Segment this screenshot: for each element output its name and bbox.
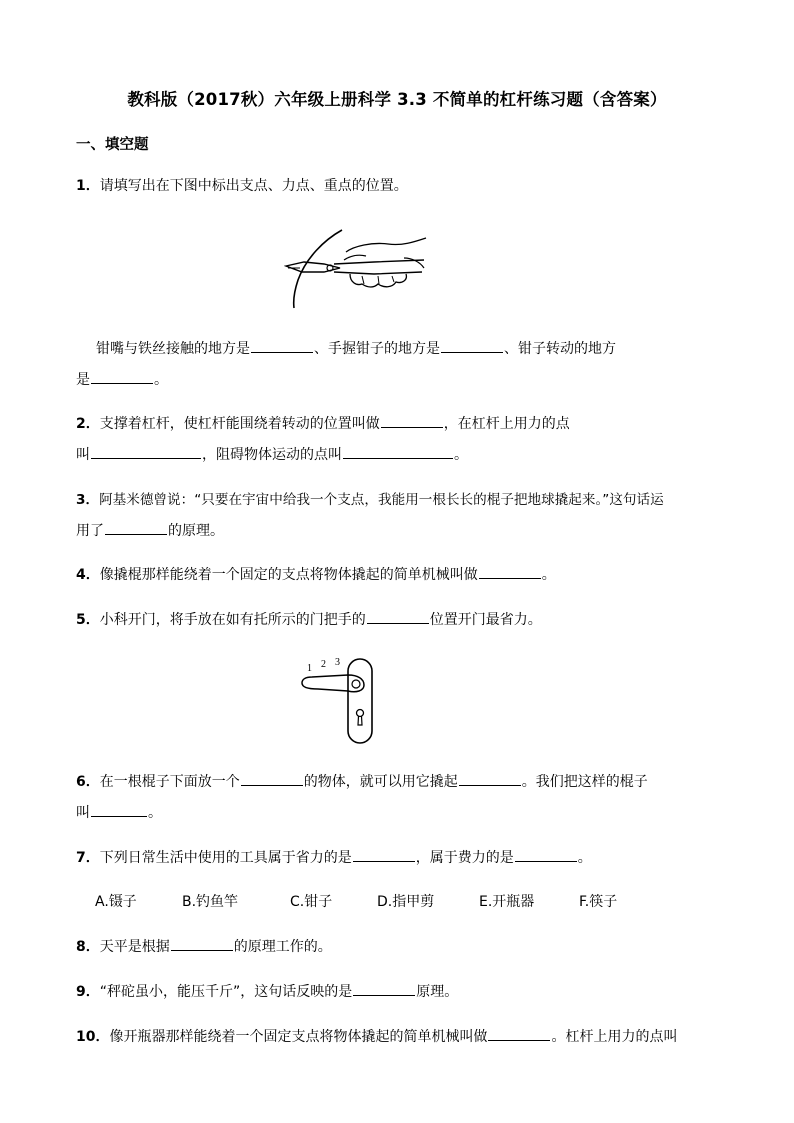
question-8 [76,935,332,956]
text-span: 用了 [76,523,104,539]
answer-blank[interactable] [91,801,147,817]
question-6-line-2 [76,801,162,822]
question-number: 2． [76,416,100,432]
question-2-line-2 [76,443,468,464]
text-span: 天平是根据 [99,939,170,955]
option-c[interactable]: C.钳子 [290,894,333,910]
handle-position-label: 2 [321,659,326,670]
answer-blank[interactable] [171,935,233,951]
question-number: 3． [76,492,100,508]
text-span: ，阻碍物体运动的点叫 [202,447,342,463]
answer-blank[interactable] [441,337,503,353]
answer-blank[interactable] [479,563,541,579]
text-span: 的原理工作的。 [233,939,332,955]
question-7-options [95,891,617,911]
text-span: 。 [454,447,468,463]
question-9 [76,980,458,1001]
question-number: 1． [76,178,100,194]
answer-blank[interactable] [459,770,521,786]
text-span: 叫 [76,805,90,821]
text-span: 阿基米德曾说：“只要在宇宙中给我一个支点，我能用一根长长的棍子把地球撬起来。”这句话运 [99,492,664,508]
text-span: “秤砣虽小，能压千斤”，这句话反映的是 [99,984,353,1000]
question-1 [76,175,408,195]
question-number: 9． [76,984,100,1000]
question-4 [76,563,556,584]
option-b[interactable]: B.钓鱼竿 [182,894,239,910]
text-span: 位置开门最省力。 [429,612,542,628]
question-1-line-3 [76,368,168,389]
text-span: 的原理。 [168,523,224,539]
text-span: ，在杠杆上用力的点 [443,416,570,432]
text-span: 像开瓶器那样能绕着一个固定支点将物体撬起的简单机械叫做 [109,1029,488,1045]
pliers-hand-figure [284,222,432,310]
question-1-line-2 [96,337,616,358]
answer-blank[interactable] [91,368,153,384]
answer-blank[interactable] [343,443,453,459]
answer-blank[interactable] [105,519,167,535]
question-6 [76,770,648,791]
text-span: 。 [541,567,556,583]
handle-position-label: 3 [335,657,340,668]
text-span: 、手握钳子的地方是 [314,341,440,357]
question-number: 5． [76,612,100,628]
answer-blank[interactable] [353,980,415,996]
answer-blank[interactable] [91,443,201,459]
text-span: 。 [154,372,168,388]
answer-blank[interactable] [251,337,313,353]
page-title: 教科版（2017秋）六年级上册科学 3.3 不简单的杠杆练习题（含答案） [127,90,667,109]
section-heading: 一、填空题 [76,137,149,153]
answer-blank[interactable] [353,846,415,862]
answer-blank[interactable] [515,846,577,862]
option-f[interactable]: F.筷子 [579,894,618,910]
text-span: 是 [76,372,90,388]
question-number: 7． [76,850,100,866]
text-span: 。 [577,850,592,866]
question-7 [76,846,592,867]
text-span: 、钳子转动的地方 [504,341,616,357]
handle-position-label: 1 [307,663,312,674]
answer-blank[interactable] [367,608,429,624]
text-span: 。 [148,805,162,821]
question-3-line-2 [76,519,224,540]
text-span: 。杠杆上用力的点叫 [551,1029,678,1045]
door-handle-figure [298,655,378,747]
answer-blank[interactable] [488,1025,550,1041]
question-3 [76,488,664,508]
question-text: 请填写出在下图中标出支点、力点、重点的位置。 [99,178,408,194]
answer-blank[interactable] [381,412,443,428]
text-span: 小科开门，将手放在如有托所示的门把手的 [99,612,366,628]
answer-blank[interactable] [241,770,303,786]
text-span: 支撑着杠杆，使杠杆能围绕着转动的位置叫做 [99,416,380,432]
question-number: 8． [76,939,100,955]
option-a[interactable]: A.镊子 [95,894,137,910]
question-5 [76,608,542,629]
text-span: 钳嘴与铁丝接触的地方是 [96,341,250,357]
question-10 [76,1025,677,1046]
text-span: 像撬棍那样能绕着一个固定的支点将物体撬起的简单机械叫做 [99,567,478,583]
option-d[interactable]: D.指甲剪 [377,894,435,910]
text-span: 下列日常生活中使用的工具属于省力的是 [99,850,352,866]
question-number: 10． [76,1029,110,1045]
text-span: ，属于费力的是 [415,850,514,866]
text-span: 叫 [76,447,90,463]
question-2 [76,412,570,433]
text-span: 原理。 [416,984,459,1000]
question-number: 6． [76,774,100,790]
text-span: 。我们把这样的棍子 [521,774,648,790]
option-e[interactable]: E.开瓶器 [479,894,535,910]
text-span: 的物体，就可以用它撬起 [303,774,458,790]
text-span: 在一根棍子下面放一个 [99,774,240,790]
question-number: 4． [76,567,100,583]
